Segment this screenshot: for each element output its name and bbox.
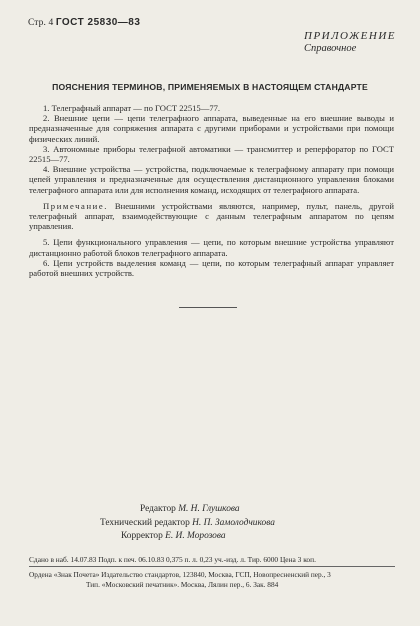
- note-paragraph: [29, 201, 394, 232]
- publisher-info: [29, 570, 395, 590]
- term-5: 5. Цепи функционального управления — цепи, по которым внешние устройства управляют дистанционно работой блоков телеграфного аппарата.: [29, 237, 394, 258]
- footer-rule: [29, 566, 395, 567]
- tech-editor-line: [100, 517, 400, 531]
- standard-number: ГОСТ 25830—83: [55, 17, 141, 28]
- credits-block: [100, 503, 400, 544]
- publisher-line-2: Тип. «Московский печатник». Москва, Лялин пер., 6. Зак. 884: [86, 580, 279, 589]
- proofreader-role: Корректор: [121, 531, 163, 541]
- section-title: ПОЯСНЕНИЯ ТЕРМИНОВ, ПРИМЕНЯЕМЫХ В НАСТОЯЩЕМ СТАНДАРТЕ: [52, 82, 368, 92]
- term-1: 1. Телеграфный аппарат — по ГОСТ 22515—77.: [43, 103, 221, 113]
- page-header: [28, 17, 140, 28]
- appendix-label: [304, 30, 394, 54]
- page-number: Стр. 4: [28, 18, 54, 28]
- note-text: Внешними устройствами являются, например, пульт, панель, другой телеграфный аппарат, взаимодействующие с данным телеграфным аппаратом по цепям управления.: [29, 200, 394, 232]
- editor-name: М. Н. Глушкова: [178, 504, 240, 514]
- appendix-title: ПРИЛОЖЕНИЕ: [304, 30, 396, 42]
- note-label: Примечание.: [43, 200, 109, 211]
- editor-line: [100, 503, 400, 517]
- term-3: 3. Автономные приборы телеграфной автоматики — трансмиттер и реперфоратор по ГОСТ 22515—77.: [29, 143, 394, 165]
- term-4: 4. Внешние устройства — устройства, подключаемые к телеграфному аппарату при помощи цепей управления и предназначенные для осуществления дистанционного управления блоками телеграфного аппарата или для исполнения команд, исходящих от телеграфного аппарата.: [29, 164, 394, 195]
- tech-editor-name: Н. П. Замолодчикова: [192, 517, 275, 528]
- term-2: 2. Внешние цепи — цепи телеграфного аппарата, выведенные на его внешние выводы и предназначенные для сопряжения аппарата с другими приборами и устройствами при помощи физических линий.: [29, 113, 394, 144]
- tech-editor-role: Технический редактор: [100, 517, 190, 528]
- section-divider: [179, 307, 237, 308]
- proofreader-line: [100, 530, 400, 544]
- appendix-subtitle: Справочное: [304, 43, 357, 54]
- proofreader-name: Е. И. Морозова: [165, 531, 226, 541]
- editor-role: Редактор: [140, 504, 176, 514]
- imprint-line: Сдано в наб. 14.07.83 Подп. к печ. 06.10.83 0,375 п. л. 0,23 уч.-изд. л. Тир. 6000 Цена 3 коп.: [29, 555, 316, 564]
- publisher-line-1: Ордена «Знак Почета» Издательство стандартов, 123840, Москва, ГСП, Новопресненский пер., 3: [29, 570, 331, 579]
- term-6: 6. Цепи устройств выделения команд — цепи, по которым телеграфный аппарат управляет работой внешних устройств.: [29, 257, 394, 279]
- terms-body: [29, 103, 394, 278]
